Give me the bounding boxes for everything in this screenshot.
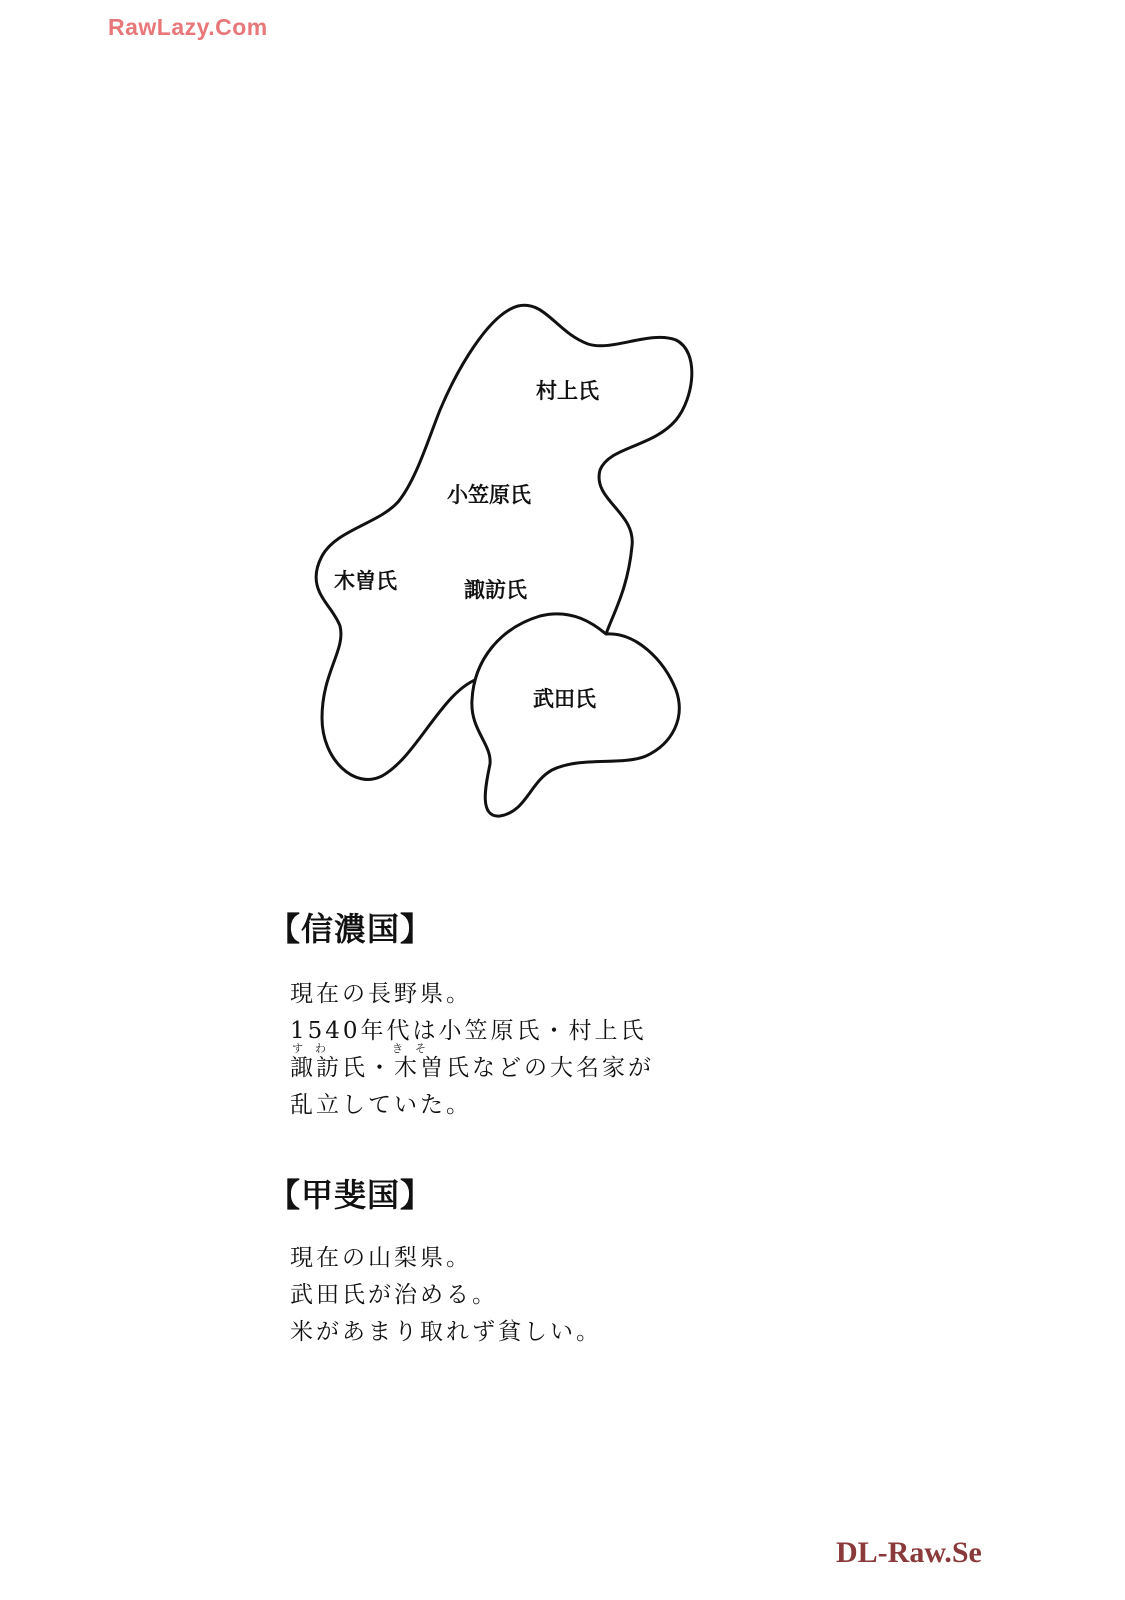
kai-line-1: 現在の山梨県。 <box>290 1245 472 1271</box>
shinano-line-2: 1540年代は小笠原氏・村上氏 <box>290 1018 647 1044</box>
map-label-suwa: 諏訪氏 <box>464 577 527 602</box>
ruby-suwa: すわ <box>292 1042 338 1055</box>
map-label-ogasawara: 小笠原氏 <box>447 482 531 507</box>
kai-line-2: 武田氏が治める。 <box>290 1282 498 1308</box>
shinano-line-4: 乱立していた。 <box>290 1092 472 1118</box>
map-label-takeda: 武田氏 <box>533 686 596 711</box>
ruby-kiso: きそ <box>392 1042 438 1055</box>
map-label-murakami: 村上氏 <box>536 378 599 403</box>
watermark-dlraw: DL-Raw.Se <box>836 1536 982 1569</box>
watermark-rawlazy: RawLazy.Com <box>108 14 268 40</box>
kai-region <box>472 614 679 816</box>
shinano-heading: 【信濃国】 <box>268 910 434 948</box>
shinano-line-1: 現在の長野県。 <box>290 981 472 1007</box>
map-label-kiso: 木曽氏 <box>334 568 397 593</box>
kai-line-3: 米があまり取れず貧しい。 <box>290 1319 602 1345</box>
kai-heading: 【甲斐国】 <box>268 1176 434 1214</box>
shinano-description <box>290 976 654 1124</box>
kai-description <box>290 1240 602 1351</box>
shinano-line-3: 諏訪氏・木曽氏などの大名家が <box>290 1055 654 1081</box>
